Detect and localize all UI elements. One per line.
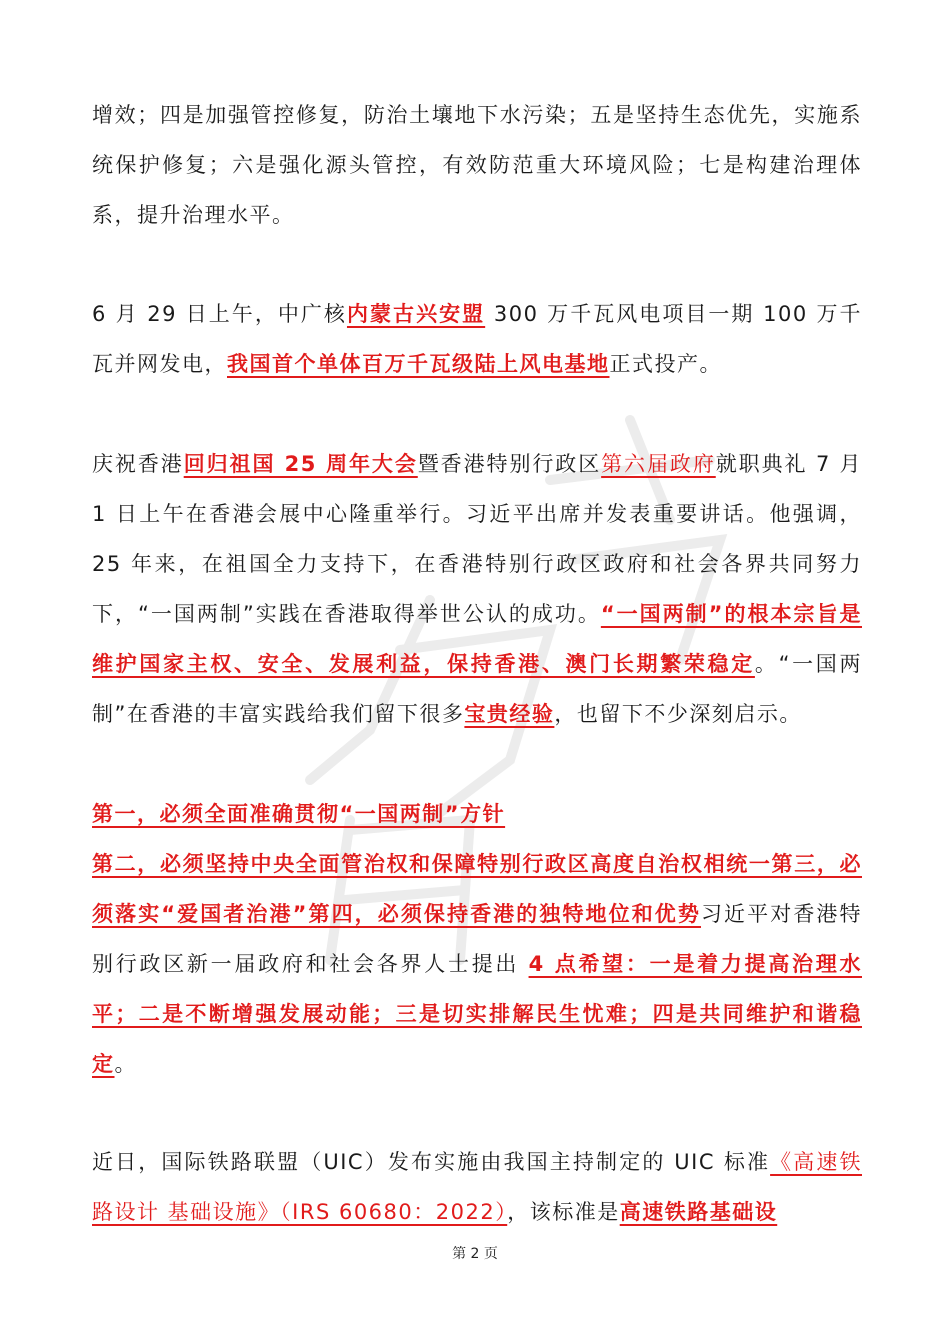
paragraph-text: 6 月 29 日上午，中广核 (92, 302, 347, 326)
paragraph-text: 正式投产。 (609, 352, 722, 376)
highlight-experience: 宝贵经验 (464, 702, 555, 726)
highlight-four-hopes: 4 点希望：一是着力提高治理水平；二是不断增强发展动能；三是切实排解民生忧难；四是共同维护和谐稳定 (92, 952, 862, 1076)
page-number: 第 2 页 (452, 1246, 498, 1262)
highlight-location: 内蒙古兴安盟 (346, 302, 486, 326)
paragraph-text: 就职典礼 7 月 1 日上午在香港会展中心隆重举行。习近平出席并发表重要讲话。他强调，25 年来，在祖国全力支持下，在香港特别行政区政府和社会各界共同努力下，“一国两制”实践在香港取得举世公认的成功。 (92, 452, 862, 626)
paragraph-text: ，也留下不少深刻启示。 (554, 702, 802, 726)
paragraph-text: 近日，国际铁路联盟（UIC）发布实施由我国主持制定的 UIC 标准 (92, 1150, 771, 1174)
highlight-first: 第一，必须全面准确贯彻“一国两制”方针 (92, 802, 506, 826)
highlight-railway-infra: 高速铁路基础设 (619, 1200, 778, 1224)
paragraph-text: 。“一国两制”在香港的丰富实践给我们留下很多 (92, 652, 862, 726)
highlight-anniversary: 回归祖国 25 周年大会 (183, 452, 418, 476)
highlight-second-third-fourth: 第二，必须坚持中央全面管治权和保障特别行政区高度自治权相统一第三，必须落实“爱国者治港”第四，必须保持香港的独特地位和优势 (92, 852, 862, 926)
paragraph-hong-kong (92, 439, 862, 739)
highlight-standard: 《高速铁路设计 基础设施》（IRS 60680：2022） (92, 1150, 862, 1224)
paragraph-text: 暨香港特别行政区 (417, 452, 602, 476)
paragraph-text: ，该标准是 (507, 1200, 620, 1224)
paragraph-wind-power (92, 289, 862, 389)
paragraph-environment (92, 90, 862, 240)
highlight-government: 第六届政府 (601, 452, 716, 476)
paragraph-principles (92, 789, 862, 1089)
paragraph-text: 。 (114, 1052, 137, 1076)
paragraph-text: 300 万千瓦风电项目一期 100 万千瓦并网发电， (92, 302, 862, 376)
paragraph-text: 习近平对香港特别行政区新一届政府和社会各界人士提出 (92, 902, 862, 976)
highlight-wind-base: 我国首个单体百万千瓦级陆上风电基地 (227, 352, 610, 376)
paragraph-text: 增效；四是加强管控修复，防治土壤地下水污染；五是坚持生态优先，实施系统保护修复；六是强化源头管控，有效防范重大环境风险；七是构建治理体系，提升治理水平。 (92, 103, 862, 227)
highlight-purpose: “一国两制”的根本宗旨是维护国家主权、安全、发展利益，保持香港、澳门长期繁荣稳定 (92, 602, 862, 676)
paragraph-railway (92, 1137, 862, 1237)
paragraph-text: 庆祝香港 (92, 452, 184, 476)
